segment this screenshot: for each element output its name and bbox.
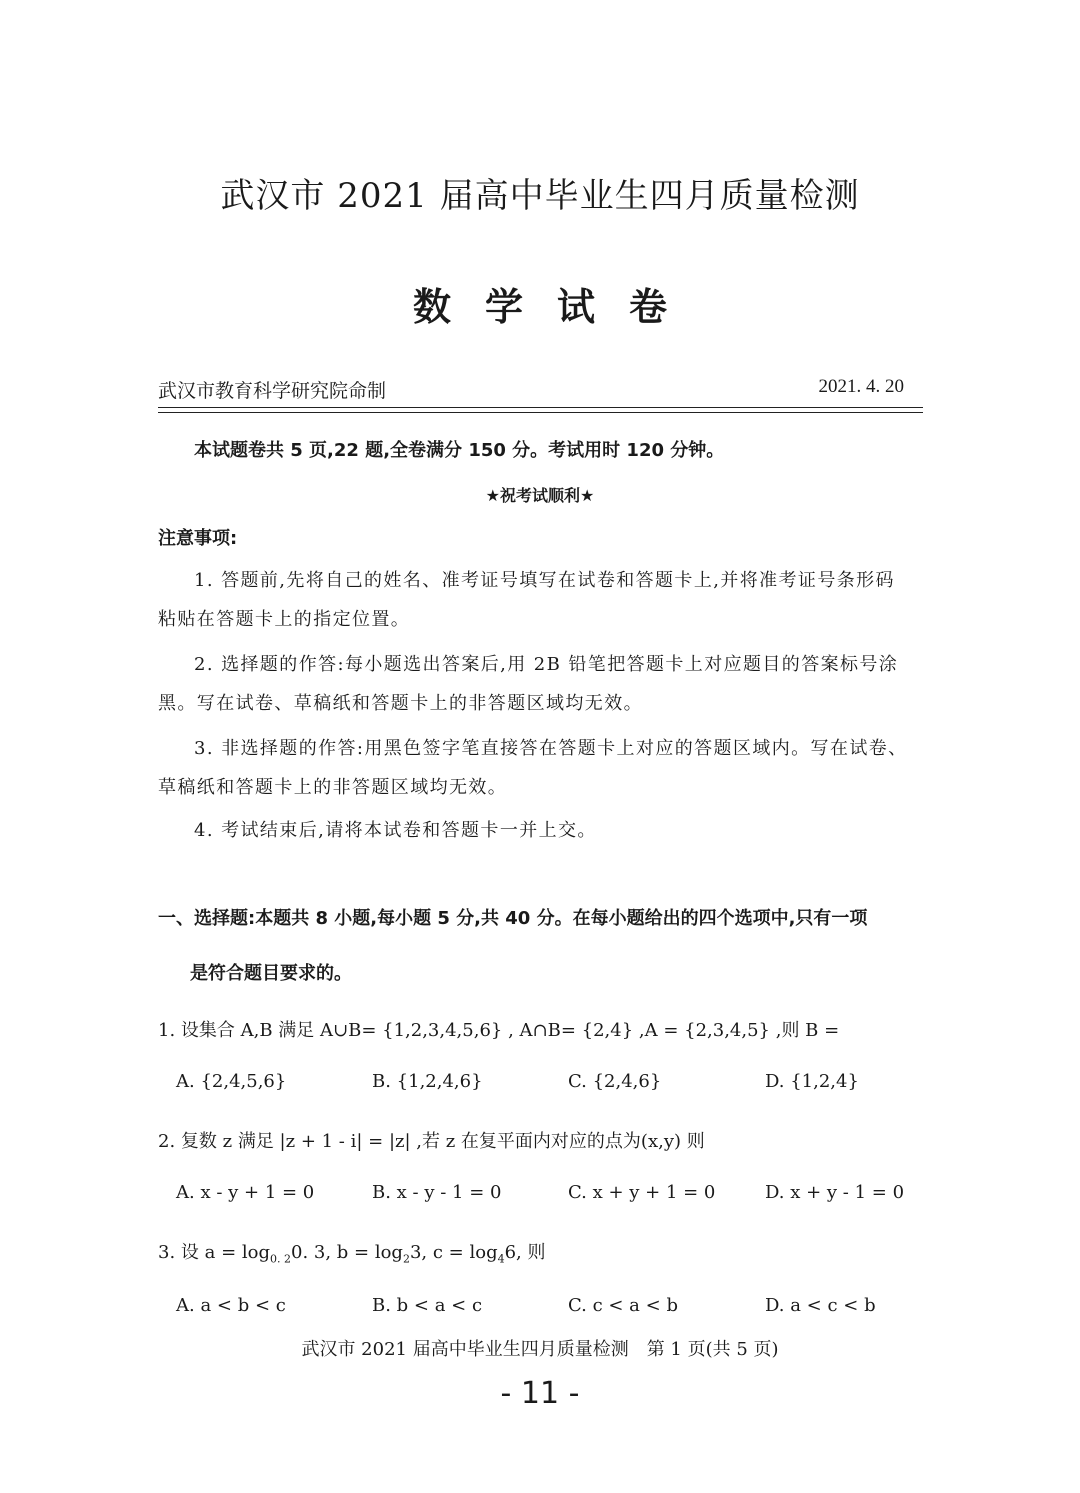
- notice-line: 2. 选择题的作答:每小题选出答案后,用 2B 铅笔把答题卡上对应题目的答案标号涂: [194, 654, 899, 675]
- question-2-option-b: B. x - y - 1 = 0: [372, 1182, 502, 1203]
- issuer: 武汉市教育科学研究院命制: [158, 380, 387, 402]
- question-3-stem: [158, 1238, 546, 1266]
- question-2-option-a: A. x - y + 1 = 0: [176, 1182, 315, 1203]
- header-rule-bottom: [158, 412, 923, 413]
- q3-mid-2: 3, c = log: [409, 1242, 498, 1263]
- page-number: - 11 -: [500, 1376, 580, 1411]
- question-1-option-a: A. {2,4,5,6}: [176, 1071, 287, 1092]
- q3-mid-1: 0. 3, b = log: [291, 1242, 403, 1263]
- question-1-option-b: B. {1,2,4,6}: [372, 1071, 483, 1092]
- question-1-option-c: C. {2,4,6}: [568, 1071, 662, 1092]
- q3-tail: 6, 则: [504, 1242, 546, 1263]
- q3-base-1: 0. 2: [270, 1252, 291, 1266]
- question-3-option-b: B. b < a < c: [372, 1295, 483, 1316]
- good-luck-banner: ★祝考试顺利★: [485, 486, 595, 505]
- q3-lead: 3. 设 a = log: [158, 1242, 270, 1263]
- q3-base-2: 2: [402, 1252, 410, 1266]
- notice-line: 草稿纸和答题卡上的非答题区域均无效。: [158, 777, 508, 798]
- header-rule-top: [158, 407, 923, 408]
- question-3-option-c: C. c < a < b: [568, 1295, 678, 1316]
- question-2-option-c: C. x + y + 1 = 0: [568, 1182, 716, 1203]
- question-3-option-d: D. a < c < b: [765, 1295, 876, 1316]
- notice-heading: 注意事项:: [158, 528, 238, 549]
- q3-base-3: 4: [497, 1252, 505, 1266]
- notice-line: 3. 非选择题的作答:用黑色签字笔直接答在答题卡上对应的答题区域内。写在试卷、: [194, 738, 908, 759]
- exam-date: 2021. 4. 20: [818, 376, 904, 397]
- notice-line: 粘贴在答题卡上的指定位置。: [158, 609, 411, 630]
- question-2-option-d: D. x + y - 1 = 0: [765, 1182, 905, 1203]
- notice-line: 1. 答题前,先将自己的姓名、准考证号填写在试卷和答题卡上,并将准考证号条形码: [194, 570, 895, 591]
- section-heading: 一、选择题:本题共 8 小题,每小题 5 分,共 40 分。在每小题给出的四个选项中,只有一项: [158, 908, 868, 929]
- question-1-stem: 1. 设集合 A,B 满足 A∪B= {1,2,3,4,5,6} , A∩B= {2,4} ,A = {2,3,4,5} ,则 B =: [158, 1020, 840, 1041]
- question-1-option-d: D. {1,2,4}: [765, 1071, 859, 1092]
- notice-line: 黑。写在试卷、草稿纸和答题卡上的非答题区域均无效。: [158, 693, 643, 714]
- question-3-option-a: A. a < b < c: [176, 1295, 286, 1316]
- question-2-stem: 2. 复数 z 满足 |z + 1 - i| = |z| ,若 z 在复平面内对应的点为(x,y) 则: [158, 1131, 705, 1152]
- exam-intro: 本试题卷共 5 页,22 题,全卷满分 150 分。考试用时 120 分钟。: [194, 440, 725, 461]
- notice-line: 4. 考试结束后,请将本试卷和答题卡一并上交。: [194, 820, 597, 841]
- page-footer: 武汉市 2021 届高中毕业生四月质量检测 第 1 页(共 5 页): [301, 1339, 779, 1360]
- section-heading-cont: 是符合题目要求的。: [190, 963, 352, 984]
- exam-title: 武汉市 2021 届高中毕业生四月质量检测: [220, 176, 860, 216]
- exam-subtitle: 数学试卷: [412, 285, 701, 329]
